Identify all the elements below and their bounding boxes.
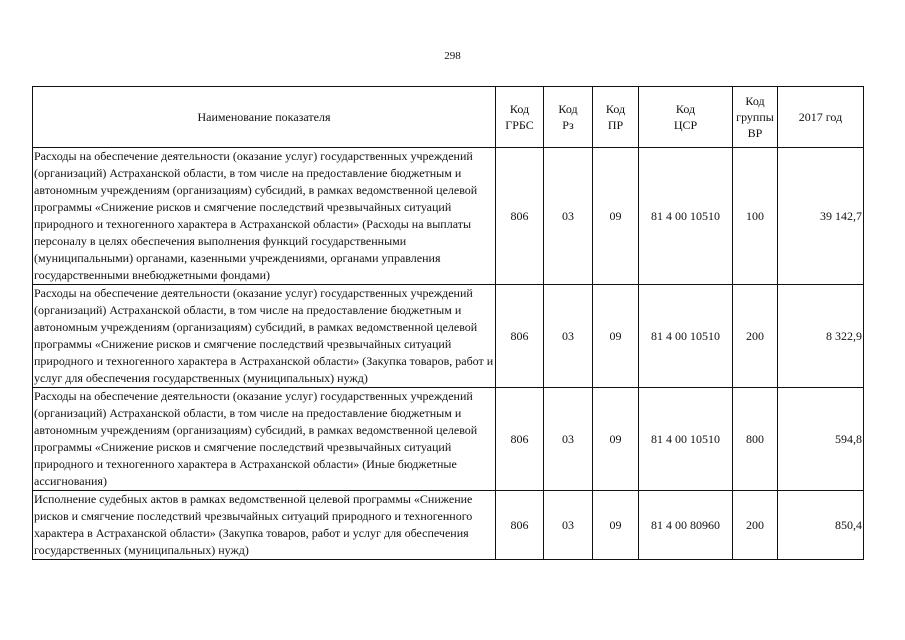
row-vr: 100: [733, 148, 778, 285]
row-pr: 09: [593, 388, 639, 491]
header-rz-line-1: Код: [558, 102, 578, 116]
page-number: 298: [444, 50, 461, 62]
header-name: Наименование показателя: [33, 87, 496, 148]
row-amount: 8 322,9: [778, 285, 864, 388]
row-rz: 03: [544, 148, 593, 285]
row-csr: 81 4 00 10510: [639, 388, 733, 491]
table-row: [33, 285, 864, 388]
row-pr: 09: [593, 148, 639, 285]
row-vr: 200: [733, 491, 778, 560]
header-rz: [544, 87, 593, 148]
row-grbs: 806: [496, 491, 544, 560]
header-vr-line-1: Код: [745, 94, 765, 108]
row-amount: 39 142,7: [778, 148, 864, 285]
table-row: [33, 491, 864, 560]
row-grbs: 806: [496, 148, 544, 285]
table-row: [33, 148, 864, 285]
header-pr-line-2: ПР: [607, 118, 624, 132]
row-pr: 09: [593, 285, 639, 388]
budget-table: [32, 86, 864, 560]
row-amount: 594,8: [778, 388, 864, 491]
header-grbs: [496, 87, 544, 148]
header-grbs-line-1: Код: [509, 102, 530, 116]
row-rz: 03: [544, 285, 593, 388]
row-csr: 81 4 00 10510: [639, 148, 733, 285]
row-name: Исполнение судебных актов в рамках ведомственной целевой программы «Снижение рисков и смягчение последствий чрезвычайных ситуаций природного и техногенного характера в Астраханской области» (Закупка товаров, работ и услуг для обеспечения государственных (муниципальных) нужд): [33, 491, 496, 560]
header-pr: [593, 87, 639, 148]
table-row: [33, 388, 864, 491]
header-year: 2017 год: [778, 87, 864, 148]
header-csr-line-2: ЦСР: [673, 118, 698, 132]
row-grbs: 806: [496, 285, 544, 388]
header-vr: [733, 87, 778, 148]
row-name: Расходы на обеспечение деятельности (оказание услуг) государственных учреждений (организаций) Астраханской области, в том числе на предоставление бюджетным и автономным учреждениям (организациям) субсидий, в рамках ведомственной целевой программы «Снижение рисков и смягчение последствий чрезвычайных ситуаций природного и техногенного характера в Астраханской области» (Расходы на выплаты персоналу в целях обеспечения выполнения функций государственными (муниципальными) органами, казенными учреждениями, органами управления государственными внебюджетными фондами): [33, 148, 496, 285]
row-vr: 200: [733, 285, 778, 388]
header-pr-line-1: Код: [605, 102, 626, 116]
row-vr: 800: [733, 388, 778, 491]
header-grbs-line-2: ГРБС: [505, 118, 534, 132]
row-grbs: 806: [496, 388, 544, 491]
header-rz-line-2: Рз: [562, 118, 574, 132]
table-header-row: [33, 87, 864, 148]
row-amount: 850,4: [778, 491, 864, 560]
row-csr: 81 4 00 80960: [639, 491, 733, 560]
row-rz: 03: [544, 388, 593, 491]
header-vr-line-3: ВР: [747, 126, 763, 140]
header-csr-line-1: Код: [675, 102, 696, 116]
header-csr: [639, 87, 733, 148]
row-rz: 03: [544, 491, 593, 560]
row-name: Расходы на обеспечение деятельности (оказание услуг) государственных учреждений (организаций) Астраханской области, в том числе на предоставление бюджетным и автономным учреждениям (организациям) субсидий, в рамках ведомственной целевой программы «Снижение рисков и смягчение последствий чрезвычайных ситуаций природного и техногенного характера в Астраханской области» (Иные бюджетные ассигнования): [33, 388, 496, 491]
header-vr-line-2: группы: [736, 110, 774, 124]
row-name: Расходы на обеспечение деятельности (оказание услуг) государственных учреждений (организаций) Астраханской области, в том числе на предоставление бюджетным и автономным учреждениям (организациям) субсидий, в рамках ведомственной целевой программы «Снижение рисков и смягчение последствий чрезвычайных ситуаций природного и техногенного характера в Астраханской области» (Закупка товаров, работ и услуг для обеспечения государственных (муниципальных) нужд): [33, 285, 496, 388]
row-csr: 81 4 00 10510: [639, 285, 733, 388]
row-pr: 09: [593, 491, 639, 560]
